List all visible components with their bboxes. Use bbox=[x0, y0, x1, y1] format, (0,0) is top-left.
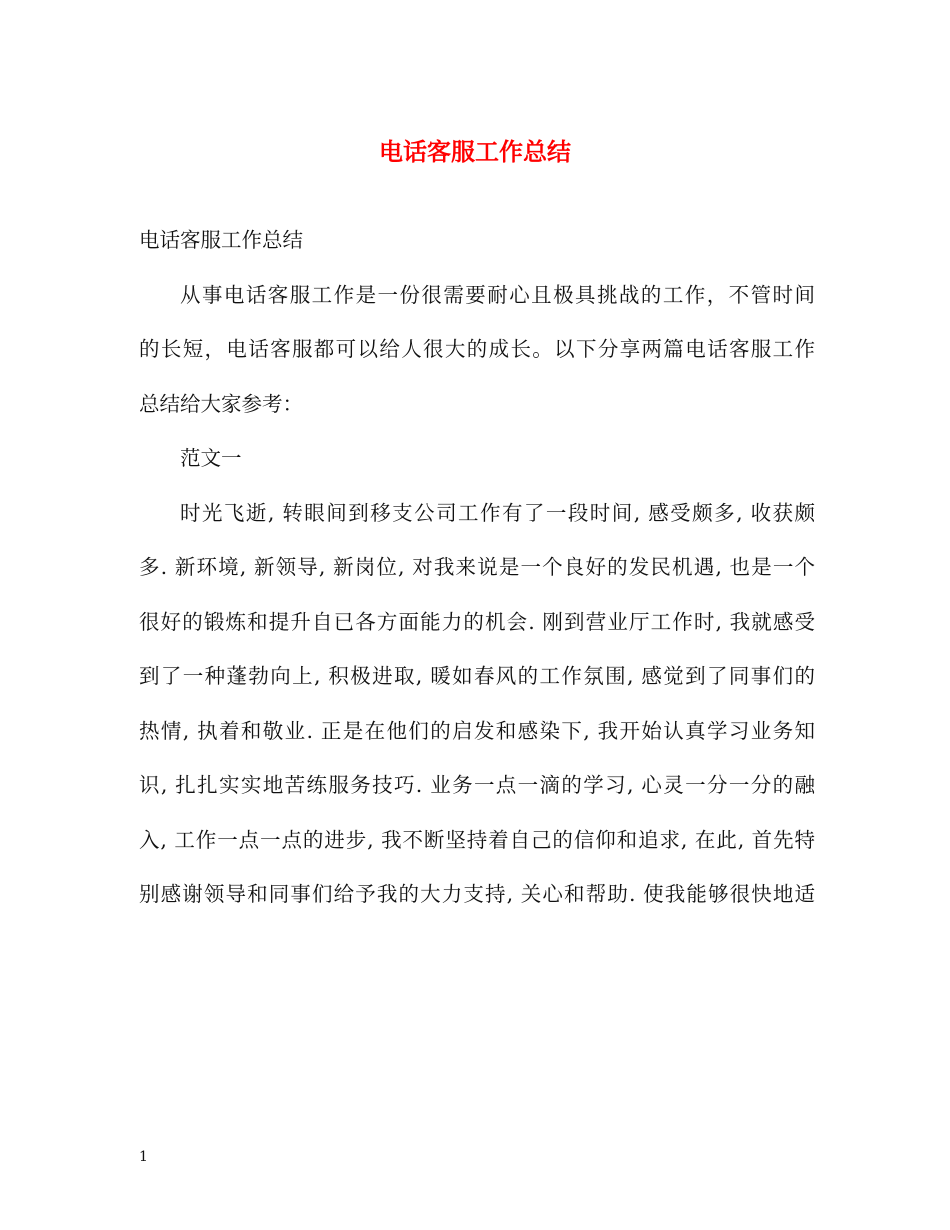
page-number: 1 bbox=[139, 1149, 148, 1165]
body-line: 入, 工作一点一点的进步, 我不断坚持着自己的信仰和追求, 在此, 首先特 bbox=[139, 827, 815, 852]
body-line: 到了一种蓬勃向上, 积极进取, 暖如春风的工作氛围, 感觉到了同事们的 bbox=[139, 664, 815, 688]
body-line: 别感谢领导和同事们给予我的大力支持, 关心和帮助. 使我能够很快地适 bbox=[139, 882, 815, 906]
document-body bbox=[139, 213, 815, 922]
intro-line: 总结给大家参考： bbox=[139, 391, 303, 416]
body-line: 识, 扎扎实实地苦练服务技巧. 业务一点一滴的学习, 心灵一分一分的融 bbox=[139, 773, 815, 797]
body-line: 时光飞逝, 转眼间到移支公司工作有了一段时间, 感受颇多, 收获颇 bbox=[180, 500, 815, 525]
section-label: 范文一 bbox=[180, 446, 242, 470]
subtitle-paragraph bbox=[139, 213, 815, 268]
intro-line: 从事电话客服工作是一份很需要耐心且极具挑战的工作，不管时间 bbox=[180, 282, 815, 307]
subtitle-line: 电话客服工作总结 bbox=[139, 228, 303, 252]
document-title: 电话客服工作总结 bbox=[379, 137, 571, 166]
body-paragraph bbox=[139, 486, 815, 922]
intro-line: 的长短，电话客服都可以给人很大的成长。以下分享两篇电话客服工作 bbox=[139, 337, 815, 361]
body-line: 多. 新环境, 新领导, 新岗位, 对我来说是一个良好的发民机遇, 也是一个 bbox=[139, 555, 815, 579]
intro-paragraph bbox=[139, 268, 815, 432]
section-label-paragraph bbox=[139, 431, 815, 486]
body-line: 很好的锻炼和提升自已各方面能力的机会. 刚到营业厅工作时, 我就感受 bbox=[139, 609, 815, 634]
body-line: 热情, 执着和敬业. 正是在他们的启发和感染下, 我开始认真学习业务知 bbox=[139, 718, 815, 743]
